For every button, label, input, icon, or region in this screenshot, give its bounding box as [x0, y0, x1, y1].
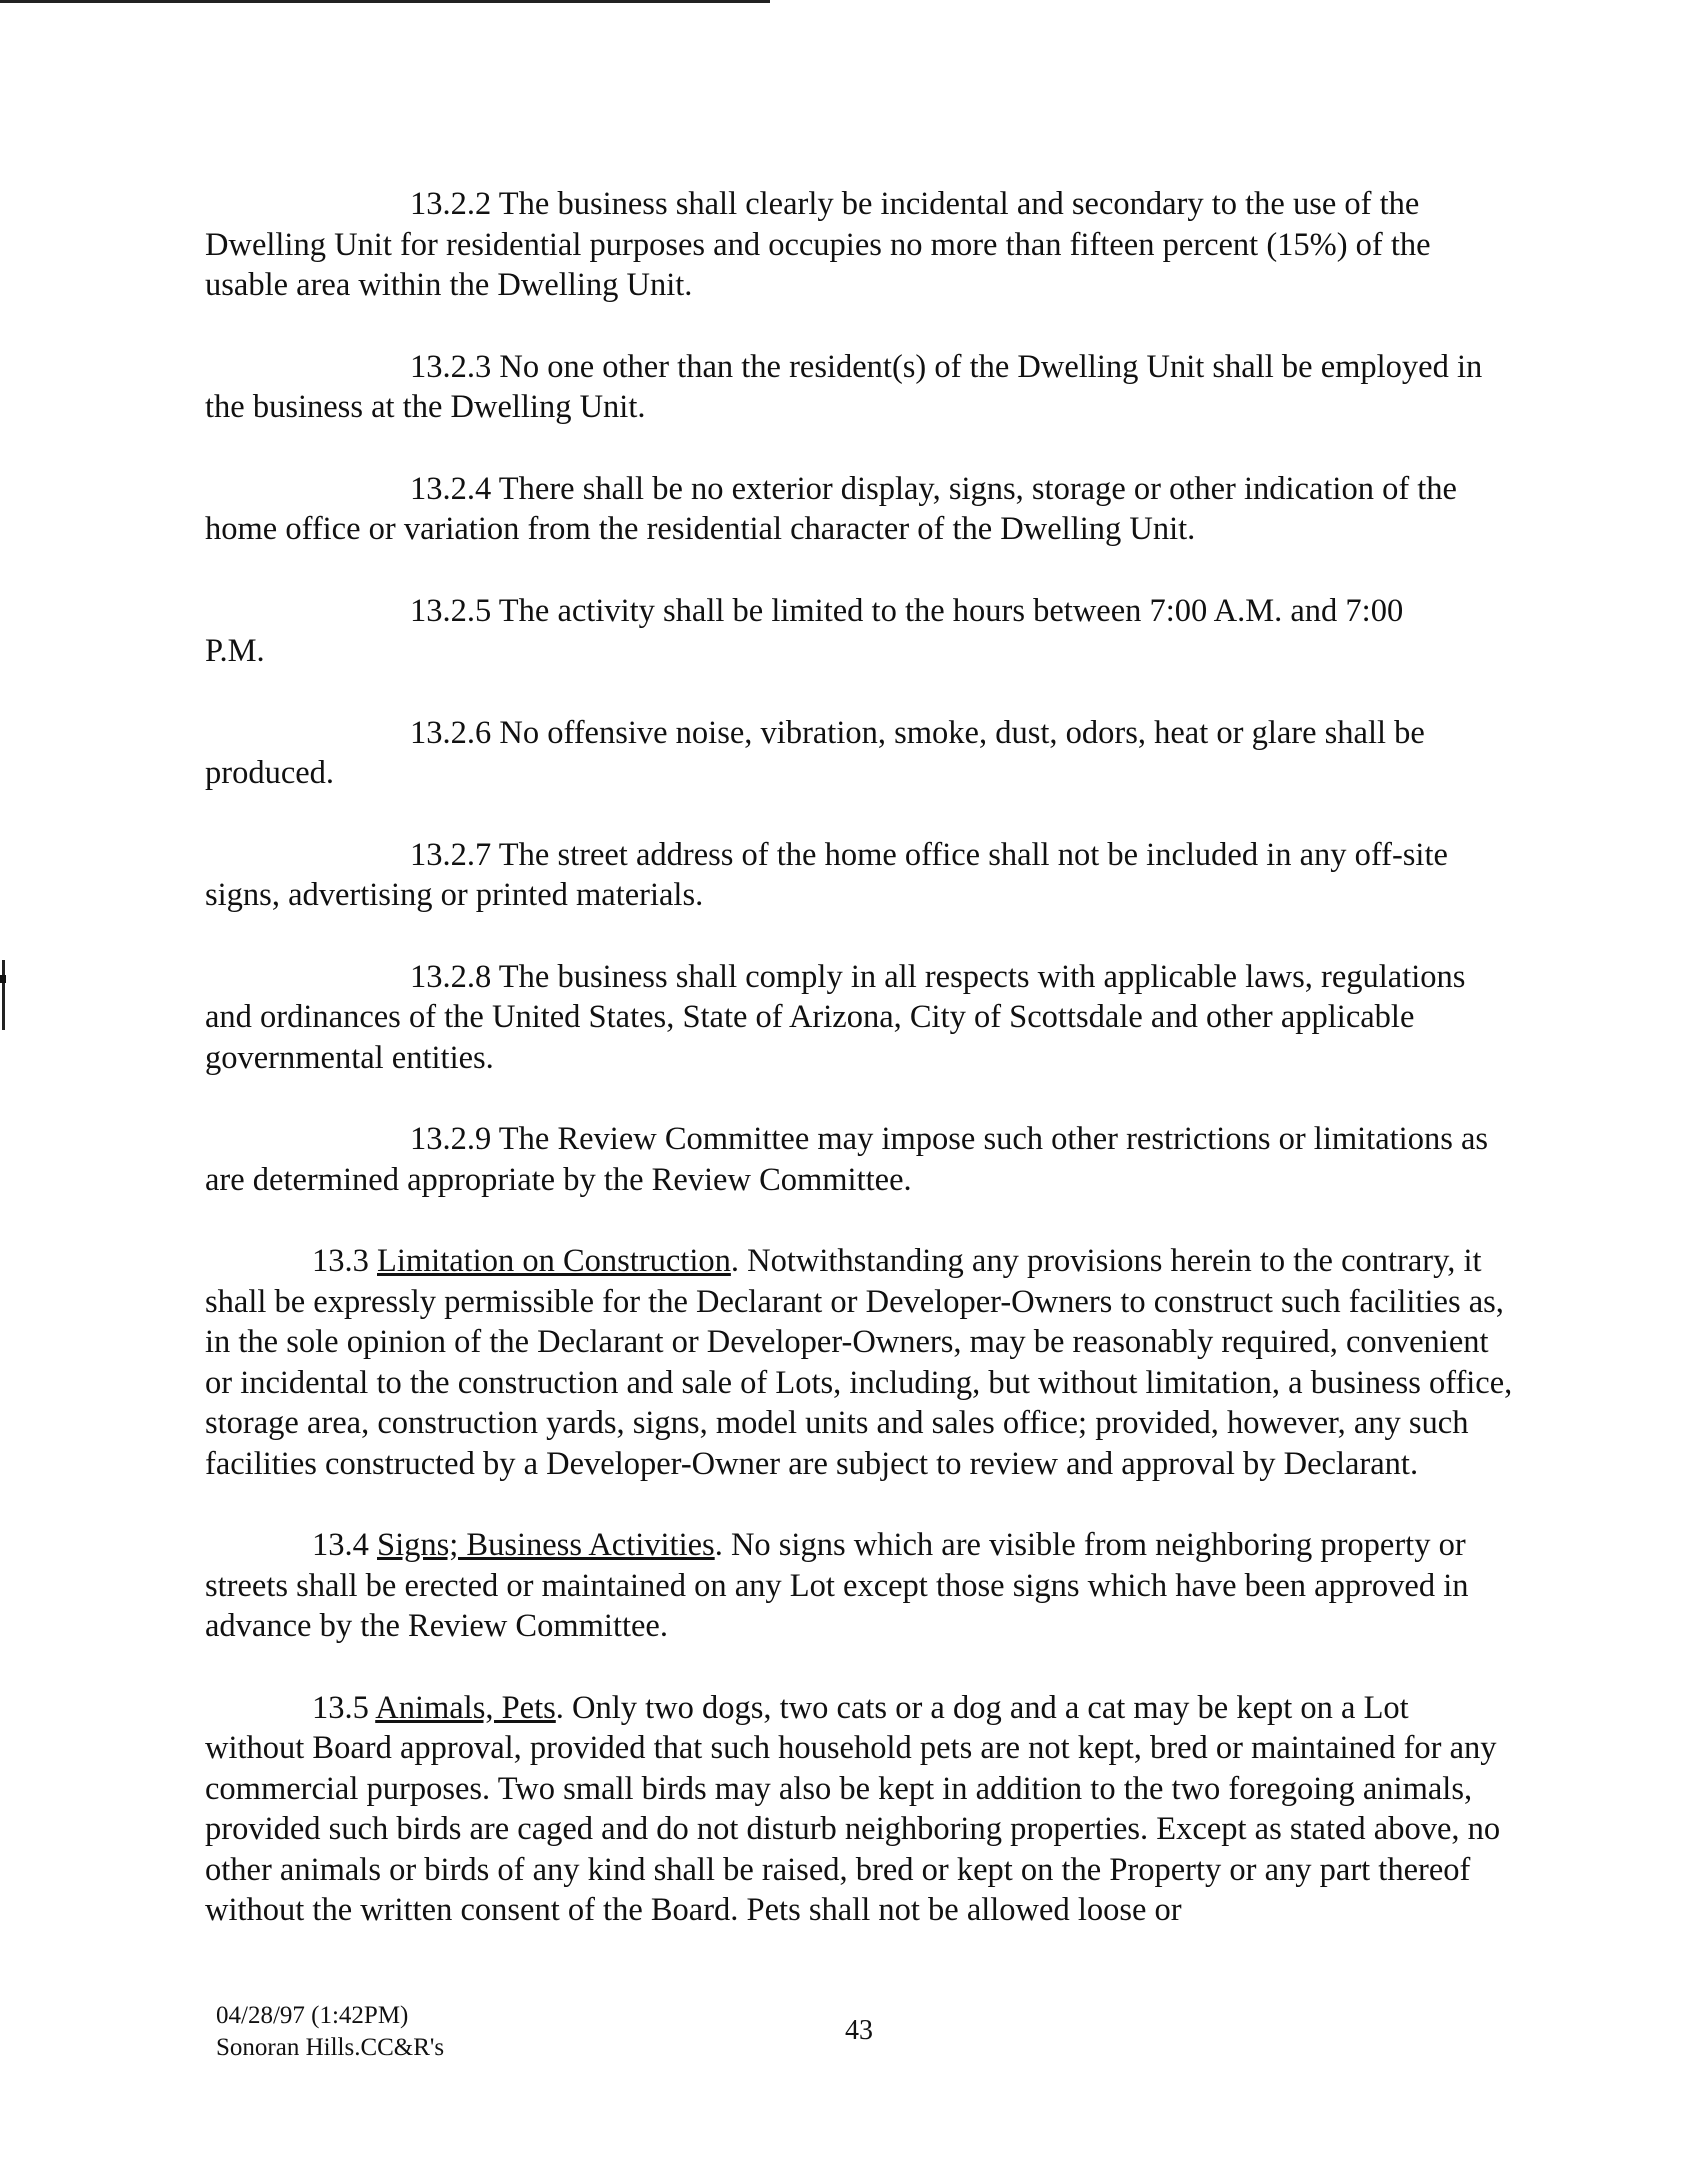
- footer-document-name: Sonoran Hills.CC&R's: [216, 2034, 445, 2061]
- section-heading: Limitation on Construction: [377, 1243, 731, 1279]
- document-body: [205, 184, 1521, 1931]
- paragraph-13-2-5: 13.2.5 The activity shall be limited to the hours between 7:00 A.M. and 7:00: [410, 592, 1404, 629]
- paragraph-13-2-6-continuation: produced.: [205, 755, 335, 791]
- section-number: 13.5: [312, 1689, 369, 1726]
- footer-date: 04/28/97 (1:42PM): [216, 2002, 409, 2029]
- section-heading: Animals, Pets: [375, 1689, 556, 1726]
- paragraph-13-2-7: 13.2.7 The street address of the home office shall not be included in any off-site signs, advertising or printed materials.: [205, 836, 1457, 913]
- section-13-5: [205, 1688, 1510, 1931]
- top-rule: [0, 0, 770, 3]
- section-number: 13.3: [312, 1243, 369, 1279]
- paragraph-13-2-2: 13.2.2 The business shall clearly be incidental and secondary to the use of the Dwelling Unit for residential purposes and occupies no more than fifteen percent (15%) of the usable area within the Dwelling Unit.: [205, 186, 1439, 303]
- page-number: 43: [845, 2015, 873, 2046]
- footer-info: [216, 2000, 444, 2064]
- paragraph-13-2-6: 13.2.6 No offensive noise, vibration, smoke, dust, odors, heat or glare shall be: [410, 714, 1425, 751]
- section-body: . No signs which are visible from neighboring property or streets shall be erected or maintained on any Lot except those signs which have been approved in advance by the Review Committee.: [205, 1527, 1477, 1644]
- paragraph-13-2-4: 13.2.4 There shall be no exterior display, signs, storage or other indication of the home office or variation from the residential character of the Dwelling Unit.: [205, 470, 1466, 547]
- paragraph-13-2-8: 13.2.8 The business shall comply in all respects with applicable laws, regulations and ordinances of the United States, State of Arizona, City of Scottsdale and other applicable governmental entities.: [205, 958, 1474, 1076]
- paragraph-13-2-9: 13.2.9 The Review Committee may impose such other restrictions or limitations as are determined appropriate by the Review Committee.: [205, 1121, 1497, 1198]
- margin-mark-tick: [0, 975, 6, 983]
- section-body: . Notwithstanding any provisions herein to the contrary, it shall be expressly permissible for the Declarant or Developer-Owners to construct such facilities as, in the sole opinion of the Declarant or Developer-Owners, may be reasonably required, convenient or incidental to the construction and sale of Lots, including, but without limitation, a business office, storage area, construction yards, signs, model units and sales office; provided, however, any such facilities constructed by a Developer-Owner are subject to review and approval by Declarant.: [205, 1243, 1521, 1482]
- section-heading: Signs; Business Activities: [377, 1527, 715, 1563]
- section-13-4: [205, 1525, 1515, 1647]
- section-number: 13.4: [312, 1527, 369, 1563]
- section-body: . Only two dogs, two cats or a dog and a cat may be kept on a Lot without Board approval, provided that such household pets are not kept, bred or maintained for any commercial purposes. Two small birds may also be kept in addition to the two foregoing animals, provided such birds are caged and do not disturb neighboring properties. Except as stated above, no other animals or birds of any kind shall be raised, bred or kept on the Property or any part thereof without the written consent of the Board. Pets shall not be allowed loose or: [205, 1689, 1509, 1928]
- section-13-3: [205, 1241, 1521, 1484]
- paragraph-13-2-5-continuation: P.M.: [205, 633, 265, 669]
- paragraph-13-2-3: 13.2.3 No one other than the resident(s) of the Dwelling Unit shall be employed in the business at the Dwelling Unit.: [205, 348, 1491, 425]
- margin-mark: [2, 960, 5, 1030]
